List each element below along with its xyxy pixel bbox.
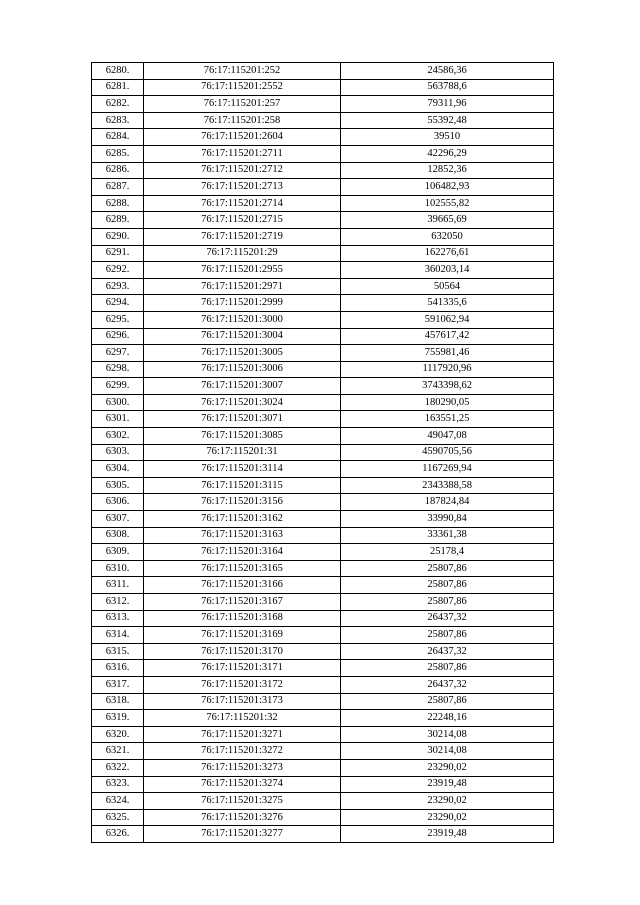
- table-row: [92, 759, 554, 776]
- table-body: [92, 63, 554, 843]
- row-number-cell: 6280.: [92, 63, 144, 80]
- cadastral-number-cell: 76:17:115201:3169: [144, 627, 341, 644]
- value-cell: 30214,08: [341, 726, 554, 743]
- row-number-cell: 6301.: [92, 411, 144, 428]
- table-row: [92, 627, 554, 644]
- value-cell: 26437,32: [341, 610, 554, 627]
- row-number-cell: 6282.: [92, 96, 144, 113]
- row-number-cell: 6313.: [92, 610, 144, 627]
- value-cell: 755981,46: [341, 345, 554, 362]
- cadastral-number-cell: 76:17:115201:3170: [144, 643, 341, 660]
- cadastral-number-cell: 76:17:115201:3273: [144, 759, 341, 776]
- cadastral-number-cell: 76:17:115201:2719: [144, 228, 341, 245]
- value-cell: 55392,48: [341, 112, 554, 129]
- row-number-cell: 6296.: [92, 328, 144, 345]
- value-cell: 33990,84: [341, 511, 554, 528]
- cadastral-number-cell: 76:17:115201:3024: [144, 394, 341, 411]
- value-cell: 42296,29: [341, 145, 554, 162]
- value-cell: 1167269,94: [341, 461, 554, 478]
- cadastral-number-cell: 76:17:115201:3277: [144, 826, 341, 843]
- cadastral-number-cell: 76:17:115201:3274: [144, 776, 341, 793]
- cadastral-number-cell: 76:17:115201:3272: [144, 743, 341, 760]
- table-row: [92, 245, 554, 262]
- table-row: [92, 544, 554, 561]
- value-cell: 563788,6: [341, 79, 554, 96]
- cadastral-number-cell: 76:17:115201:3156: [144, 494, 341, 511]
- table-row: [92, 676, 554, 693]
- row-number-cell: 6324.: [92, 793, 144, 810]
- value-cell: 39510: [341, 129, 554, 146]
- table-row: [92, 378, 554, 395]
- cadastral-number-cell: 76:17:115201:257: [144, 96, 341, 113]
- value-cell: 591062,94: [341, 311, 554, 328]
- value-cell: 541335,6: [341, 295, 554, 312]
- row-number-cell: 6317.: [92, 676, 144, 693]
- row-number-cell: 6319.: [92, 710, 144, 727]
- cadastral-number-cell: 76:17:115201:3006: [144, 361, 341, 378]
- table-row: [92, 726, 554, 743]
- table-row: [92, 477, 554, 494]
- value-cell: 1117920,96: [341, 361, 554, 378]
- row-number-cell: 6314.: [92, 627, 144, 644]
- table-row: [92, 743, 554, 760]
- cadastral-number-cell: 76:17:115201:31: [144, 444, 341, 461]
- cadastral-number-cell: 76:17:115201:3276: [144, 809, 341, 826]
- row-number-cell: 6307.: [92, 511, 144, 528]
- table-row: [92, 594, 554, 611]
- row-number-cell: 6322.: [92, 759, 144, 776]
- cadastral-number-cell: 76:17:115201:3171: [144, 660, 341, 677]
- table-row: [92, 444, 554, 461]
- row-number-cell: 6310.: [92, 560, 144, 577]
- row-number-cell: 6295.: [92, 311, 144, 328]
- value-cell: 25178,4: [341, 544, 554, 561]
- value-cell: 26437,32: [341, 643, 554, 660]
- cadastral-number-cell: 76:17:115201:2712: [144, 162, 341, 179]
- row-number-cell: 6289.: [92, 212, 144, 229]
- value-cell: 180290,05: [341, 394, 554, 411]
- row-number-cell: 6293.: [92, 278, 144, 295]
- row-number-cell: 6292.: [92, 262, 144, 279]
- table-row: [92, 643, 554, 660]
- value-cell: 25807,86: [341, 627, 554, 644]
- cadastral-number-cell: 76:17:115201:252: [144, 63, 341, 80]
- row-number-cell: 6325.: [92, 809, 144, 826]
- value-cell: 25807,86: [341, 693, 554, 710]
- table-row: [92, 776, 554, 793]
- value-cell: 23290,02: [341, 759, 554, 776]
- cadastral-number-cell: 76:17:115201:3165: [144, 560, 341, 577]
- row-number-cell: 6303.: [92, 444, 144, 461]
- table-row: [92, 195, 554, 212]
- row-number-cell: 6318.: [92, 693, 144, 710]
- table-row: [92, 793, 554, 810]
- table-row: [92, 809, 554, 826]
- value-cell: 24586,36: [341, 63, 554, 80]
- row-number-cell: 6312.: [92, 594, 144, 611]
- row-number-cell: 6298.: [92, 361, 144, 378]
- cadastral-number-cell: 76:17:115201:3168: [144, 610, 341, 627]
- cadastral-number-cell: 76:17:115201:3164: [144, 544, 341, 561]
- table-row: [92, 63, 554, 80]
- value-cell: 12852,36: [341, 162, 554, 179]
- row-number-cell: 6326.: [92, 826, 144, 843]
- row-number-cell: 6294.: [92, 295, 144, 312]
- cadastral-number-cell: 76:17:115201:2711: [144, 145, 341, 162]
- row-number-cell: 6305.: [92, 477, 144, 494]
- value-cell: 25807,86: [341, 660, 554, 677]
- value-cell: 79311,96: [341, 96, 554, 113]
- row-number-cell: 6290.: [92, 228, 144, 245]
- table-row: [92, 311, 554, 328]
- row-number-cell: 6302.: [92, 428, 144, 445]
- row-number-cell: 6309.: [92, 544, 144, 561]
- value-cell: 3743398,62: [341, 378, 554, 395]
- table-row: [92, 79, 554, 96]
- table-row: [92, 394, 554, 411]
- row-number-cell: 6306.: [92, 494, 144, 511]
- row-number-cell: 6283.: [92, 112, 144, 129]
- value-cell: 4590705,56: [341, 444, 554, 461]
- table-row: [92, 145, 554, 162]
- cadastral-number-cell: 76:17:115201:2604: [144, 129, 341, 146]
- table-row: [92, 228, 554, 245]
- value-cell: 25807,86: [341, 577, 554, 594]
- row-number-cell: 6297.: [92, 345, 144, 362]
- cadastral-number-cell: 76:17:115201:3114: [144, 461, 341, 478]
- table-row: [92, 129, 554, 146]
- row-number-cell: 6286.: [92, 162, 144, 179]
- cadastral-number-cell: 76:17:115201:2713: [144, 179, 341, 196]
- value-cell: 2343388,58: [341, 477, 554, 494]
- cadastral-number-cell: 76:17:115201:3163: [144, 527, 341, 544]
- row-number-cell: 6288.: [92, 195, 144, 212]
- table-row: [92, 262, 554, 279]
- value-cell: 23290,02: [341, 809, 554, 826]
- cadastral-number-cell: 76:17:115201:3115: [144, 477, 341, 494]
- value-cell: 49047,08: [341, 428, 554, 445]
- cadastral-number-cell: 76:17:115201:2715: [144, 212, 341, 229]
- cadastral-number-cell: 76:17:115201:2955: [144, 262, 341, 279]
- value-cell: 162276,61: [341, 245, 554, 262]
- cadastral-number-cell: 76:17:115201:29: [144, 245, 341, 262]
- cadastral-number-cell: 76:17:115201:2971: [144, 278, 341, 295]
- cadastral-number-cell: 76:17:115201:32: [144, 710, 341, 727]
- cadastral-number-cell: 76:17:115201:3162: [144, 511, 341, 528]
- table-row: [92, 826, 554, 843]
- cadastral-number-cell: 76:17:115201:3071: [144, 411, 341, 428]
- value-cell: 360203,14: [341, 262, 554, 279]
- cadastral-number-cell: 76:17:115201:2999: [144, 295, 341, 312]
- cadastral-number-cell: 76:17:115201:3007: [144, 378, 341, 395]
- row-number-cell: 6304.: [92, 461, 144, 478]
- value-cell: 50564: [341, 278, 554, 295]
- value-cell: 25807,86: [341, 594, 554, 611]
- row-number-cell: 6291.: [92, 245, 144, 262]
- table-row: [92, 179, 554, 196]
- row-number-cell: 6300.: [92, 394, 144, 411]
- value-cell: 187824,84: [341, 494, 554, 511]
- cadastral-number-cell: 76:17:115201:2714: [144, 195, 341, 212]
- cadastral-number-cell: 76:17:115201:3004: [144, 328, 341, 345]
- cadastral-number-cell: 76:17:115201:2552: [144, 79, 341, 96]
- row-number-cell: 6299.: [92, 378, 144, 395]
- value-cell: 23919,48: [341, 826, 554, 843]
- cadastral-number-cell: 76:17:115201:3000: [144, 311, 341, 328]
- table-row: [92, 511, 554, 528]
- value-cell: 22248,16: [341, 710, 554, 727]
- table-row: [92, 411, 554, 428]
- row-number-cell: 6311.: [92, 577, 144, 594]
- row-number-cell: 6308.: [92, 527, 144, 544]
- cadastral-number-cell: 76:17:115201:3167: [144, 594, 341, 611]
- value-cell: 102555,82: [341, 195, 554, 212]
- value-cell: 23919,48: [341, 776, 554, 793]
- value-cell: 30214,08: [341, 743, 554, 760]
- value-cell: 632050: [341, 228, 554, 245]
- value-cell: 39665,69: [341, 212, 554, 229]
- cadastral-number-cell: 76:17:115201:258: [144, 112, 341, 129]
- row-number-cell: 6316.: [92, 660, 144, 677]
- row-number-cell: 6315.: [92, 643, 144, 660]
- cadastral-table: [91, 62, 554, 843]
- row-number-cell: 6321.: [92, 743, 144, 760]
- value-cell: 26437,32: [341, 676, 554, 693]
- value-cell: 25807,86: [341, 560, 554, 577]
- table-row: [92, 112, 554, 129]
- table-row: [92, 162, 554, 179]
- table-row: [92, 693, 554, 710]
- row-number-cell: 6320.: [92, 726, 144, 743]
- table-row: [92, 494, 554, 511]
- table-row: [92, 212, 554, 229]
- table-row: [92, 295, 554, 312]
- table-row: [92, 96, 554, 113]
- row-number-cell: 6284.: [92, 129, 144, 146]
- table-row: [92, 577, 554, 594]
- table-row: [92, 278, 554, 295]
- row-number-cell: 6285.: [92, 145, 144, 162]
- value-cell: 457617,42: [341, 328, 554, 345]
- table-row: [92, 428, 554, 445]
- cadastral-number-cell: 76:17:115201:3085: [144, 428, 341, 445]
- row-number-cell: 6323.: [92, 776, 144, 793]
- table-row: [92, 345, 554, 362]
- value-cell: 33361,38: [341, 527, 554, 544]
- cadastral-number-cell: 76:17:115201:3173: [144, 693, 341, 710]
- table-row: [92, 660, 554, 677]
- value-cell: 106482,93: [341, 179, 554, 196]
- cadastral-number-cell: 76:17:115201:3172: [144, 676, 341, 693]
- cadastral-number-cell: 76:17:115201:3166: [144, 577, 341, 594]
- cadastral-number-cell: 76:17:115201:3005: [144, 345, 341, 362]
- value-cell: 23290,02: [341, 793, 554, 810]
- table-row: [92, 361, 554, 378]
- table-row: [92, 560, 554, 577]
- table-row: [92, 527, 554, 544]
- row-number-cell: 6287.: [92, 179, 144, 196]
- cadastral-number-cell: 76:17:115201:3271: [144, 726, 341, 743]
- table-row: [92, 610, 554, 627]
- value-cell: 163551,25: [341, 411, 554, 428]
- table-row: [92, 461, 554, 478]
- row-number-cell: 6281.: [92, 79, 144, 96]
- cadastral-number-cell: 76:17:115201:3275: [144, 793, 341, 810]
- table-row: [92, 710, 554, 727]
- table-row: [92, 328, 554, 345]
